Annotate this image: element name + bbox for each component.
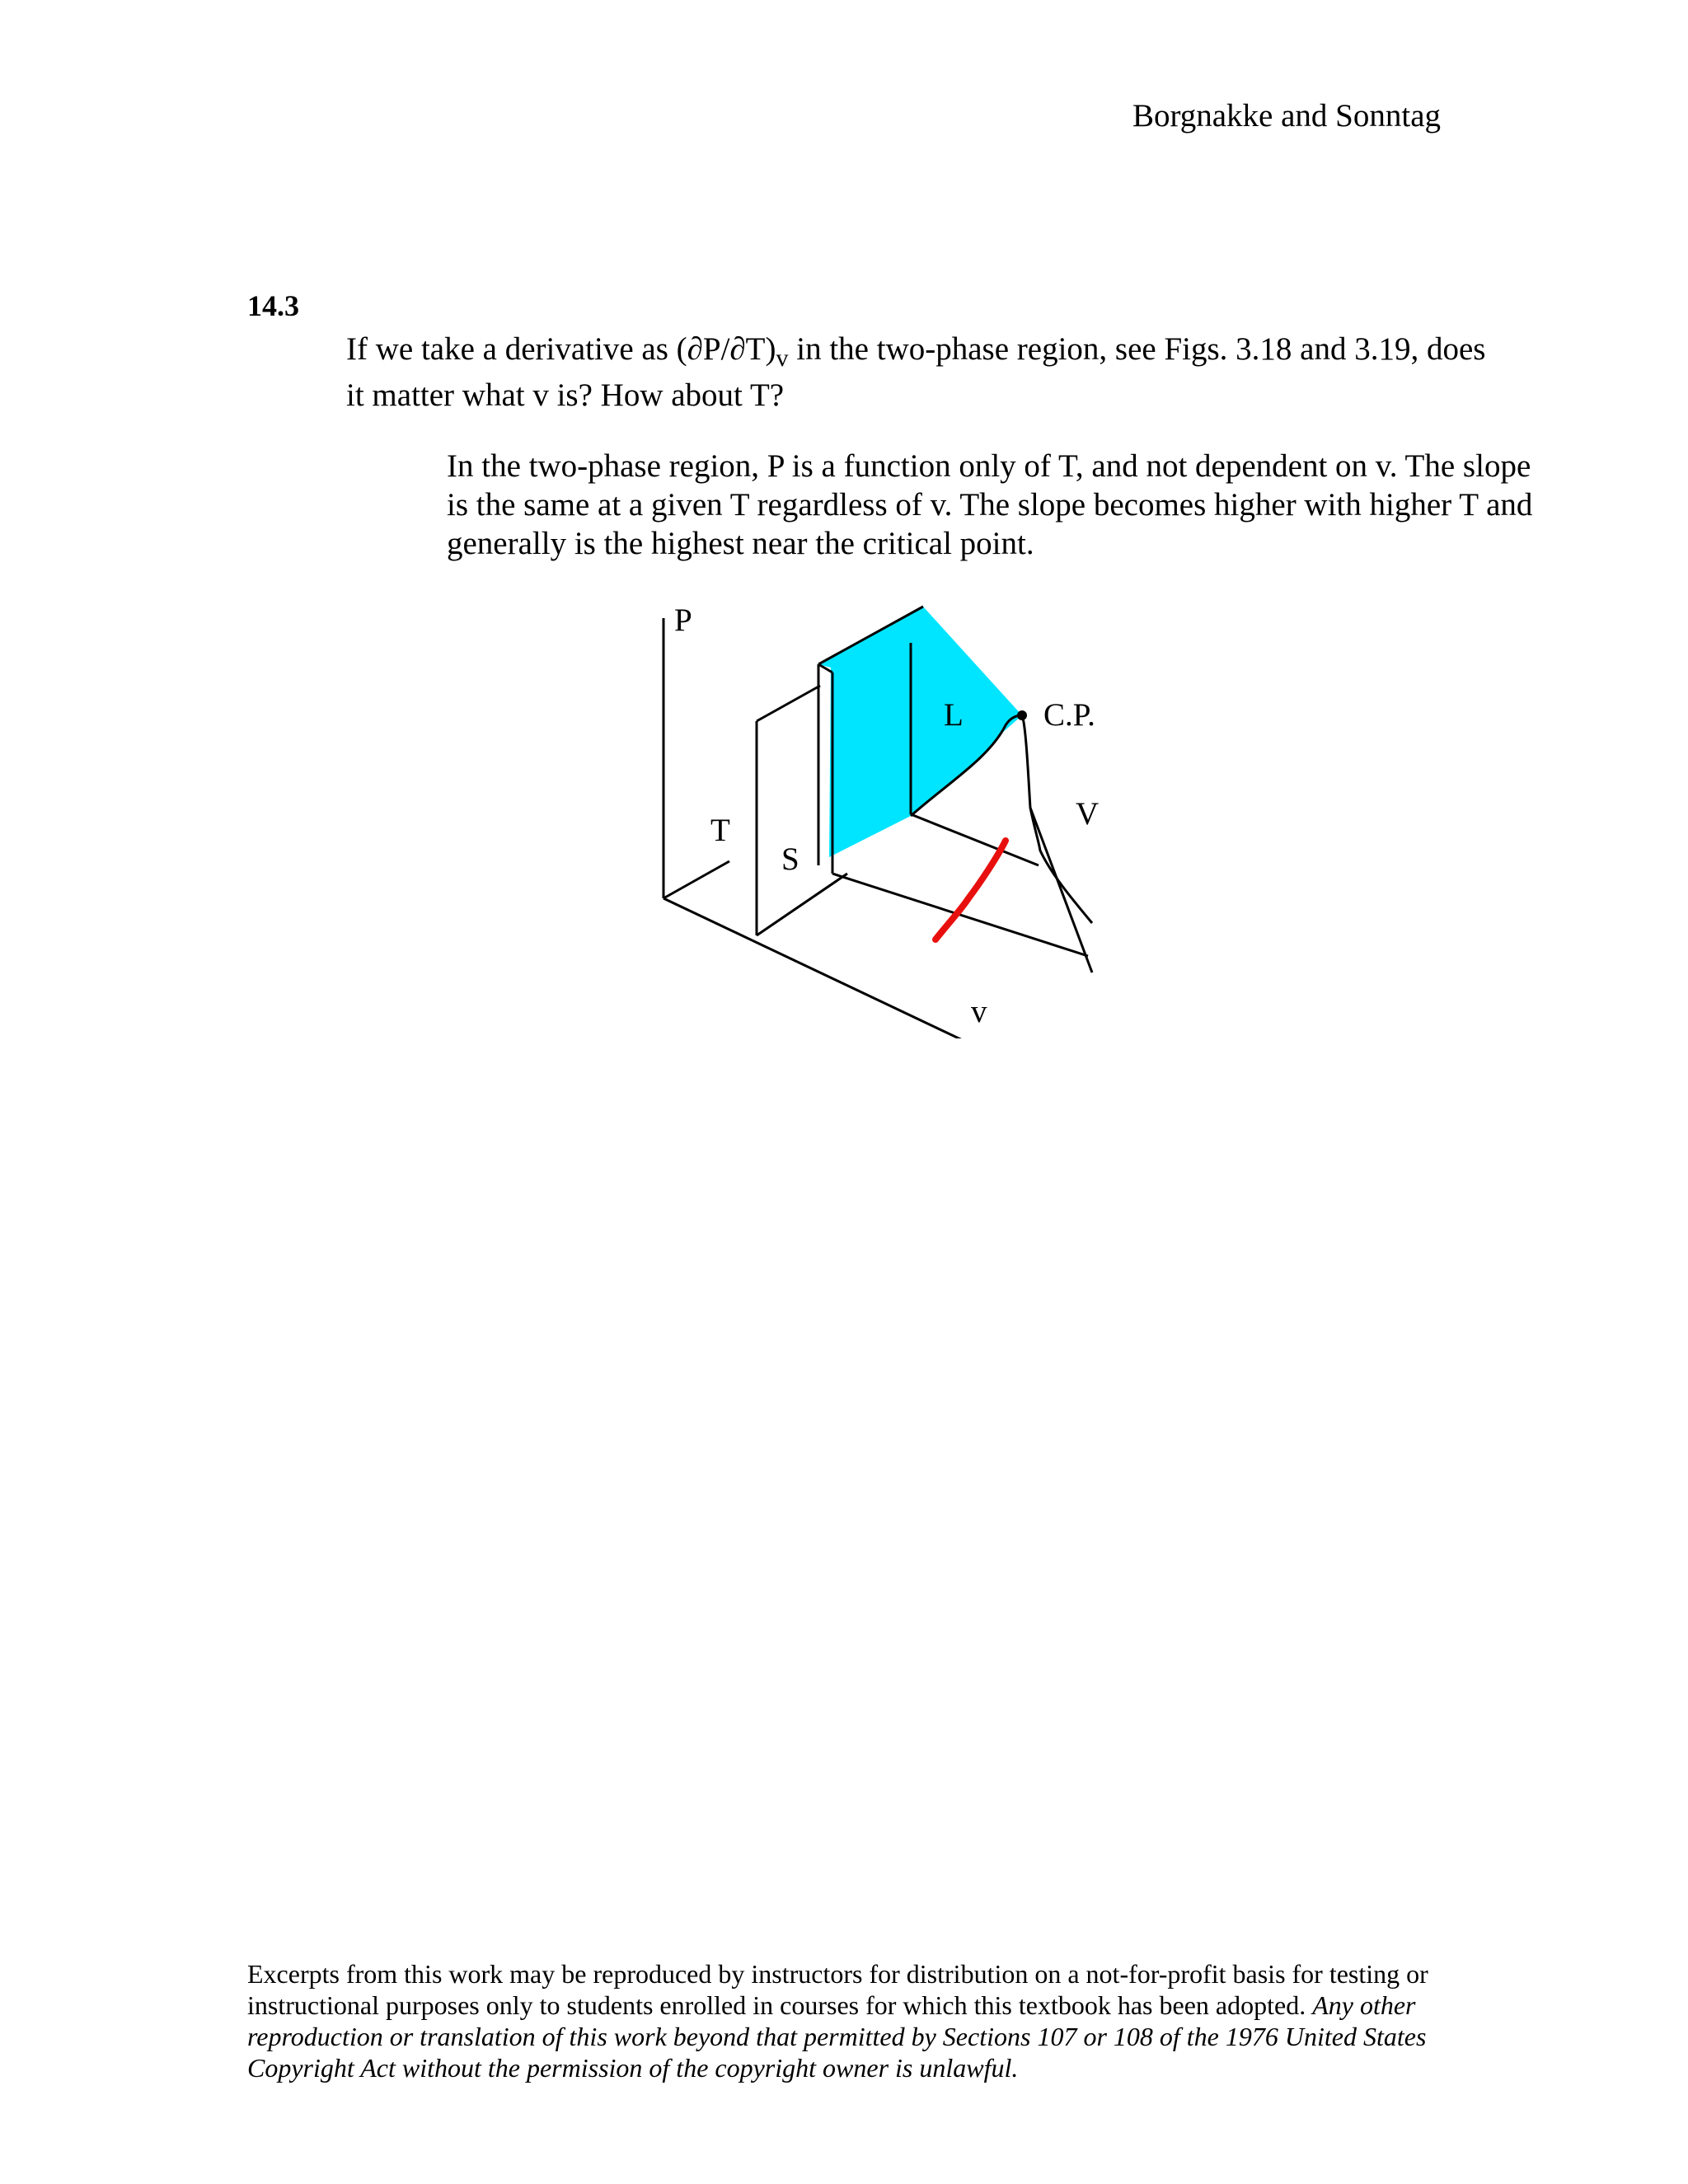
floor-line-front (832, 874, 1088, 956)
problem-question (346, 326, 1500, 419)
plane-edge-bottom (757, 874, 847, 935)
label-s: S (781, 841, 799, 877)
constant-v-line (935, 841, 1006, 940)
label-vapor: V (1076, 796, 1100, 832)
problem-answer: In the two-phase region, P is a function only of T, and not dependent on v. The slope is the same at a given T regardless of v. The slope becomes higher with higher T and generally is the highest near the critical point. (447, 448, 1533, 561)
label-v-axis: v (971, 994, 987, 1029)
pvt-surface-figure (643, 593, 1121, 1038)
two-phase-surface (818, 607, 1022, 857)
plane-edge-top (757, 686, 820, 721)
label-critical-point: C.P. (1043, 697, 1095, 733)
page-header-authors: Borgnakke and Sonntag (1132, 98, 1441, 134)
footer-normal-text: Excerpts from this work may be reproduced by instructors for distribution on a not-for-profit basis for testing or instructional purposes only to students enrolled in courses for which this textbook has been adopted. (247, 1959, 1428, 2020)
question-text-pre: If we take a derivative as (∂P/∂T) (346, 331, 776, 367)
v-axis (663, 898, 985, 1038)
problem-number: 14.3 (247, 289, 299, 322)
question-text-post: in the two-phase region, see Figs. 3.18 and 3.19, does it matter what v is? How about T? (346, 331, 1486, 413)
label-l: L (944, 697, 964, 733)
critical-point-dot (1017, 710, 1027, 720)
floor-line-back (911, 814, 1039, 865)
t-axis (663, 861, 729, 898)
label-p: P (674, 602, 692, 638)
question-subscript: v (776, 344, 789, 372)
footer-italic-text: Any other reproduction or translation of this work beyond that permitted by Sections 107 or 108 of the 1976 United States Copyright Act without the permission of the copyright owner is unlawful. (247, 1990, 1427, 2083)
copyright-footer (247, 1958, 1467, 2083)
label-t: T (710, 813, 730, 848)
